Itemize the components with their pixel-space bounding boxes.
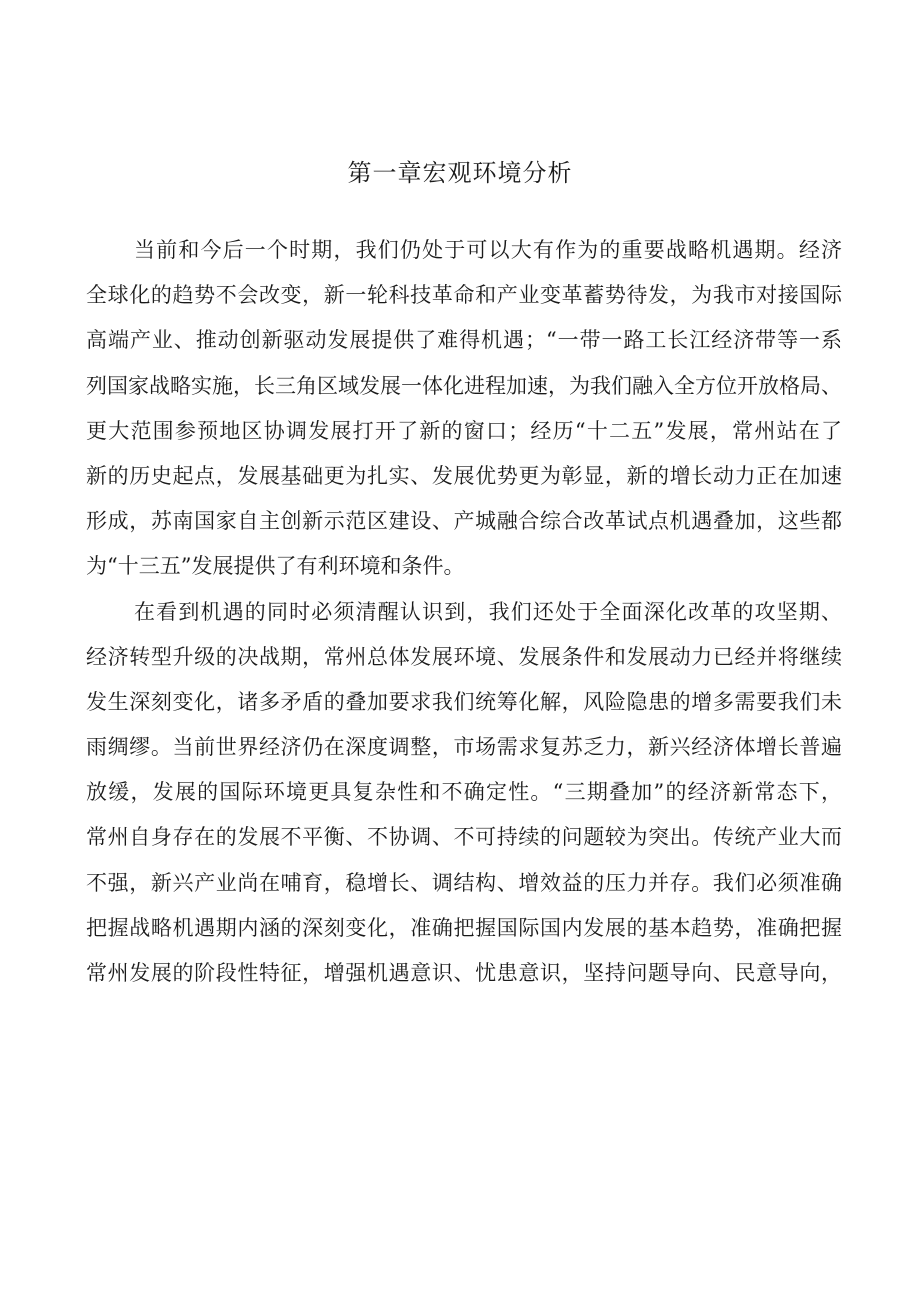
text-line: 发生深刻变化，诸多矛盾的叠加要求我们统筹化解，风险隐患的增多需要我们未 [86, 689, 842, 714]
text-line: 形成，苏南国家自主创新示范区建设、产城融合综合改革试点机遇叠加，这些都 [86, 509, 842, 534]
text-line: 高端产业、推动创新驱动发展提供了难得机遇；“一带一路工长江经济带等一系 [86, 328, 842, 353]
text-line: 常州自身存在的发展不平衡、不协调、不可持续的问题较为突出。传统产业大而 [86, 825, 842, 850]
text-line: 列国家战略实施，长三角区域发展一体化进程加速，为我们融入全方位开放格局、 [86, 373, 842, 398]
chapter-title: 第一章宏观环境分析 [347, 159, 573, 187]
text-line: 更大范围参预地区协调发展打开了新的窗口；经历“十二五”发展，常州站在了 [86, 418, 842, 443]
text-line: 当前和今后一个时期，我们仍处于可以大有作为的重要战略机遇期。经济 [134, 238, 842, 262]
text-line: 放缓，发展的国际环境更具复杂性和不确定性。“三期叠加”的经济新常态下， [86, 780, 842, 805]
text-line: 在看到机遇的同时必须清醒认识到，我们还处于全面深化改革的攻坚期、 [134, 599, 842, 624]
text-line: 新的历史起点，发展基础更为扎实、发展优势更为彰显，新的增长动力正在加速 [86, 463, 842, 488]
text-line: 为“十三五”发展提供了有利环境和条件。 [86, 554, 465, 579]
paragraph-1 [86, 228, 842, 590]
text-line: 全球化的趋势不会改变，新一轮科技革命和产业变革蓄势待发，为我市对接国际 [86, 283, 842, 308]
text-line: 经济转型升级的决战期，常州总体发展环境、发展条件和发展动力已经并将继续 [86, 644, 842, 669]
body-text [86, 228, 842, 996]
text-line: 雨绸缪。当前世界经济仍在深度调整，市场需求复苏乏力，新兴经济体增长普遍 [86, 735, 842, 760]
text-line: 把握战略机遇期内涵的深刻变化，准确把握国际国内发展的基本趋势，准确把握 [86, 915, 842, 940]
text-line: 常州发展的阶段性特征，增强机遇意识、忧患意识，坚持问题导向、民意导向， [86, 961, 842, 985]
text-line: 不强，新兴产业尚在哺育，稳增长、调结构、增效益的压力并存。我们必须准确 [86, 870, 842, 895]
paragraph-2 [86, 590, 842, 997]
